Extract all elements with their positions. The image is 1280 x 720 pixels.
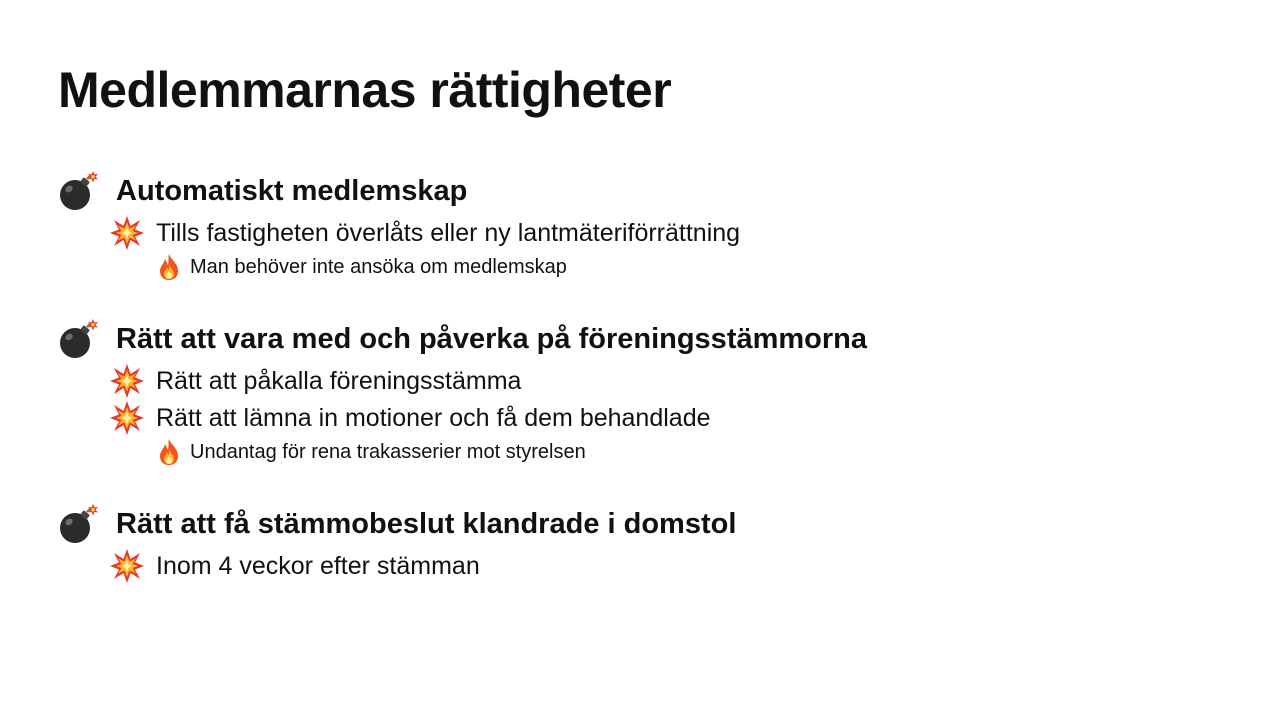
collision-icon bbox=[110, 364, 144, 398]
subbullet-tills-fastigheten bbox=[110, 216, 740, 250]
subsubbullet-text: Undantag för rena trakasserier mot styrelsen bbox=[190, 440, 586, 463]
bomb-icon bbox=[58, 318, 100, 360]
collision-icon bbox=[110, 401, 144, 435]
bullet-automatiskt-medlemskap bbox=[58, 170, 467, 212]
fire-icon bbox=[156, 438, 182, 466]
subbullet-text: Rätt att lämna in motioner och få dem behandlade bbox=[156, 403, 711, 432]
bullet-ratt-att-vara-med bbox=[58, 318, 867, 360]
bomb-icon bbox=[58, 503, 100, 545]
fire-icon bbox=[156, 253, 182, 281]
subsubbullet-ansoka bbox=[156, 253, 567, 281]
collision-icon bbox=[110, 549, 144, 583]
bomb-icon bbox=[58, 170, 100, 212]
bullet-heading: Rätt att få stämmobeslut klandrade i domstol bbox=[116, 507, 737, 540]
bullet-heading: Automatiskt medlemskap bbox=[116, 174, 468, 207]
bullet-heading: Rätt att vara med och påverka på föreningsstämmorna bbox=[116, 322, 868, 355]
subbullet-pakalla bbox=[110, 364, 521, 398]
bullet-klandrade bbox=[58, 503, 736, 545]
subbullet-text: Rätt att påkalla föreningsstämma bbox=[156, 366, 522, 395]
collision-icon bbox=[110, 216, 144, 250]
slide-title: Medlemmarnas rättigheter bbox=[58, 62, 672, 118]
subbullet-motioner bbox=[110, 401, 711, 435]
subbullet-inom-4-veckor bbox=[110, 549, 480, 583]
subbullet-text: Inom 4 veckor efter stämman bbox=[156, 551, 480, 580]
subsubbullet-undantag bbox=[156, 438, 586, 466]
subsubbullet-text: Man behöver inte ansöka om medlemskap bbox=[190, 255, 567, 278]
subbullet-text: Tills fastigheten överlåts eller ny lantmäteriförrättning bbox=[156, 218, 741, 247]
